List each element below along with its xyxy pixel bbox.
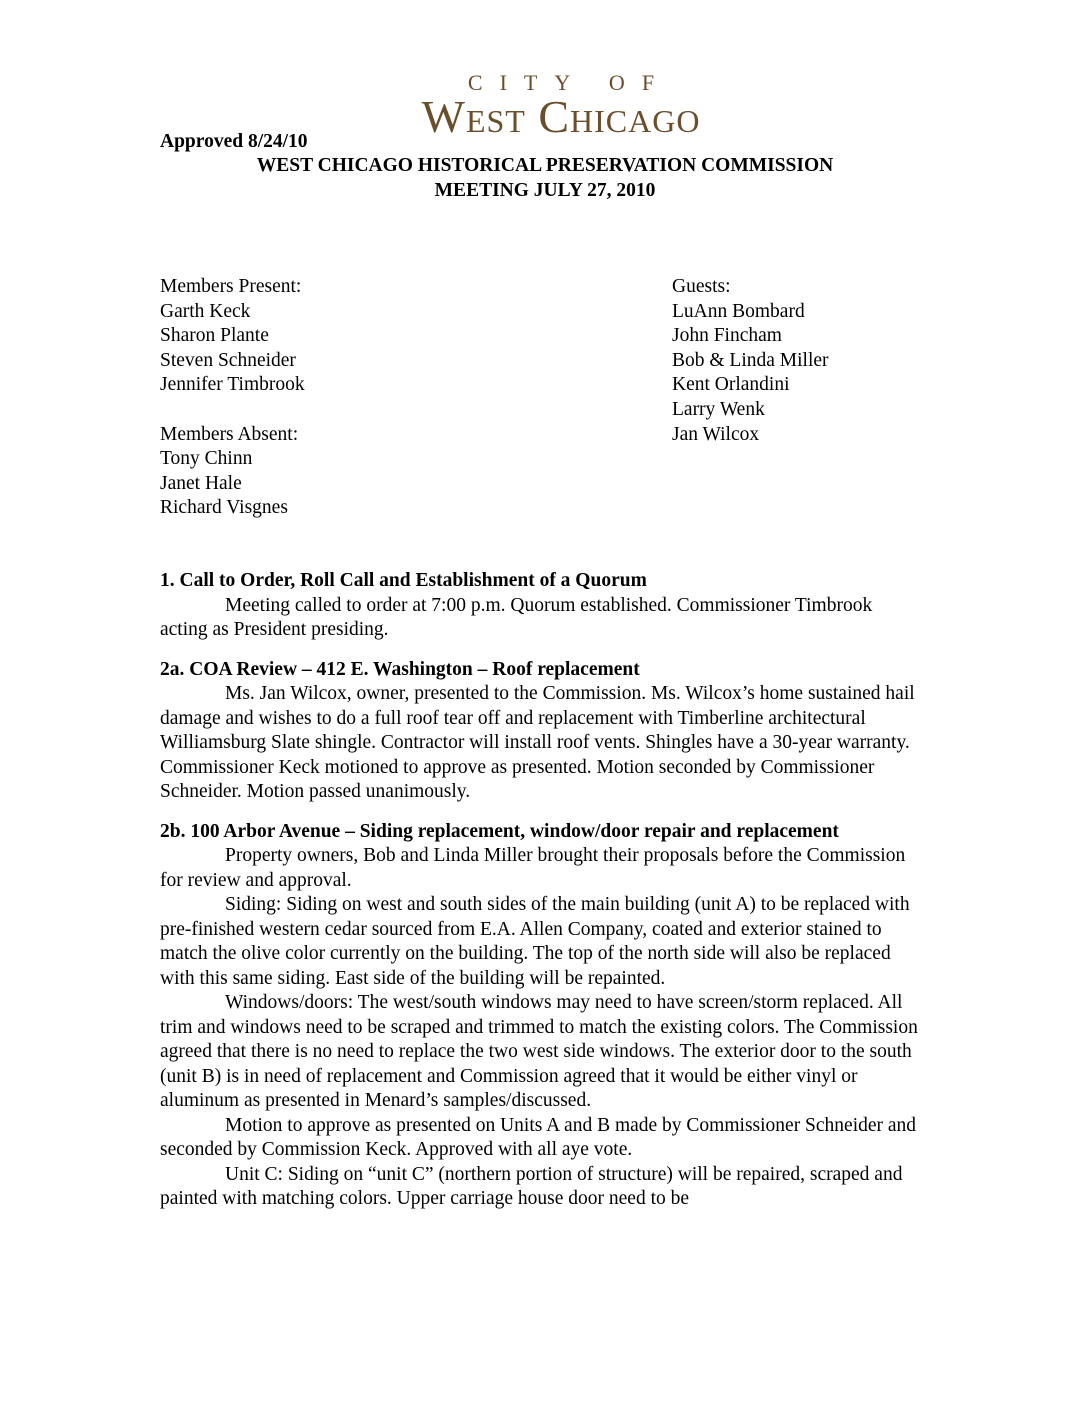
approved-date: Approved 8/24/10 <box>160 131 308 152</box>
section-paragraph: Unit C: Siding on “unit C” (northern portion of structure) will be repaired, scraped and painted with matching colors. Upper carriage house door need to be <box>160 1163 903 1209</box>
guest-name: Larry Wenk <box>672 398 765 420</box>
logo-city-of: CITY OF <box>467 70 672 95</box>
member-name: Jennifer Timbrook <box>160 374 305 396</box>
absent-member-name: Tony Chinn <box>160 448 253 470</box>
guest-name: LuAnn Bombard <box>672 300 805 322</box>
meeting-date: MEETING JULY 27, 2010 <box>434 180 656 201</box>
section-paragraph: Ms. Jan Wilcox, owner, presented to the Commission. Ms. Wilcox’s home sustained hail damage and wishes to do a full roof tear off and replacement with Timberline architectural Williamsburg Slate shingle. Contractor will install roof vents. Shingles have a 30-year warranty. Commissioner Keck motioned to approve as presented. Motion seconded by Commissioner Schneider. Motion passed unanimously. <box>160 683 915 802</box>
section-heading-arbor-avenue: 2b. 100 Arbor Avenue – Siding replacement, window/door repair and replacement <box>160 820 839 842</box>
minutes-body <box>160 569 920 1212</box>
section-paragraph: Motion to approve as presented on Units A and B made by Commissioner Schneider and seconded by Commission Keck. Approved with all aye vote. <box>160 1114 917 1160</box>
section-paragraph: Siding: Siding on west and south sides of the main building (unit A) to be replaced with pre-finished western cedar sourced from E.A. Allen Company, coated and exterior stained to match the olive color currently on the building. The top of the north side will also be replaced with this same siding. East side of the building will be repainted. <box>160 894 910 989</box>
document-title: WEST CHICAGO HISTORICAL PRESERVATION COMMISSION <box>256 155 834 176</box>
member-name: Sharon Plante <box>160 325 269 347</box>
logo-west-chicago: West Chicago <box>421 91 701 142</box>
guest-name: Kent Orlandini <box>672 374 790 396</box>
guest-name: John Fincham <box>672 325 782 347</box>
guests-column <box>672 275 829 447</box>
guests-heading: Guests: <box>672 276 731 297</box>
members-absent-heading: Members Absent: <box>160 423 299 445</box>
section-heading-call-to-order: 1. Call to Order, Roll Call and Establishment of a Quorum <box>160 570 647 591</box>
member-name: Steven Schneider <box>160 349 296 371</box>
section-paragraph: Meeting called to order at 7:00 p.m. Quorum established. Commissioner Timbrook acting as President presiding. <box>160 594 873 640</box>
absent-member-name: Janet Hale <box>160 472 242 494</box>
city-logo <box>378 70 744 140</box>
guest-name: Jan Wilcox <box>672 423 760 445</box>
guest-name: Bob & Linda Miller <box>672 349 829 371</box>
absent-member-name: Richard Visgnes <box>160 497 288 519</box>
section-paragraph: Windows/doors: The west/south windows may need to have screen/storm replaced. All trim and windows need to be scraped and trimmed to match the existing colors. The Commission agreed that there is no need to replace the two west side windows. The exterior door to the south (unit B) is in need of replacement and Commission agreed that it would be either vinyl or aluminum as presented in Menard’s samples/discussed. <box>160 992 918 1111</box>
members-present-heading: Members Present: <box>160 276 302 297</box>
section-heading-coa-review: 2a. COA Review – 412 E. Washington – Roof replacement <box>160 658 640 680</box>
member-name: Garth Keck <box>160 300 251 322</box>
attendance-left-column <box>160 275 305 521</box>
section-paragraph: Property owners, Bob and Linda Miller brought their proposals before the Commission for review and approval. <box>160 845 906 891</box>
